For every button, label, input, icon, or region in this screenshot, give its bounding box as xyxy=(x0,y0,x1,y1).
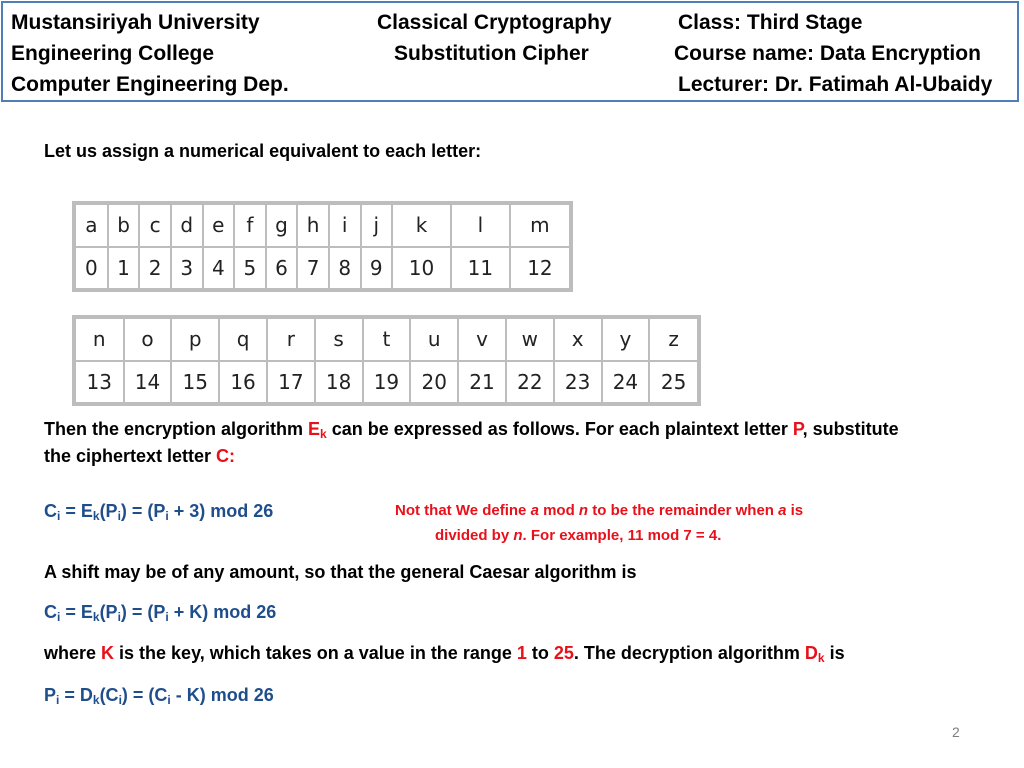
letter-cell: i xyxy=(329,203,361,247)
numbers-row xyxy=(74,247,571,291)
letter-cell: t xyxy=(363,317,411,361)
letter-cell: j xyxy=(361,203,393,247)
letter-cell: c xyxy=(139,203,171,247)
letter-cell: o xyxy=(124,317,172,361)
number-cell: 6 xyxy=(266,247,298,291)
symbol-E: $E_k$ xyxy=(308,419,327,441)
letter-cell: y xyxy=(602,317,650,361)
letter-cell: e xyxy=(203,203,235,247)
number-cell: 15 xyxy=(171,361,219,405)
letter-cell: r xyxy=(267,317,315,361)
number-cell: 0 xyxy=(74,247,108,291)
number-cell: 7 xyxy=(297,247,329,291)
letter-cell: w xyxy=(506,317,554,361)
number-cell: 19 xyxy=(363,361,411,405)
letter-cell: s xyxy=(315,317,363,361)
header-box xyxy=(1,1,1019,102)
number-cell: 14 xyxy=(124,361,172,405)
letter-cell: v xyxy=(458,317,506,361)
number-cell: 5 xyxy=(234,247,266,291)
number-cell: 13 xyxy=(74,361,124,405)
symbol-C: C: xyxy=(216,446,236,466)
modulo-note-line2: divided by n. For example, 11 mod 7 = 4. xyxy=(435,527,722,544)
header-course: Course name: Data Encryption xyxy=(674,42,981,65)
modulo-note-line1: Not that We define a mod n to be the remainder when a is xyxy=(395,502,804,519)
key-range-text: where K is the key, which takes on a value in the range 1 to 25. The decryption algorithm $D_k$ is xyxy=(44,643,845,665)
letter-cell: n xyxy=(74,317,124,361)
header-university: Mustansiriyah University xyxy=(11,11,260,34)
letter-cell: a xyxy=(74,203,108,247)
header-lecturer: Lecturer: Dr. Fatimah Al-Ubaidy xyxy=(678,73,993,96)
number-cell: 16 xyxy=(219,361,267,405)
encryption-paragraph-line1: Then the encryption algorithm $E_k$ can be expressed as follows. For each plaintext letter P, substitute xyxy=(44,419,899,441)
letter-cell: b xyxy=(108,203,140,247)
number-cell: 9 xyxy=(361,247,393,291)
letter-cell: z xyxy=(649,317,699,361)
number-cell: 3 xyxy=(171,247,203,291)
number-cell: 25 xyxy=(649,361,699,405)
intro-text: Let us assign a numerical equivalent to each letter: xyxy=(44,141,482,161)
number-cell: 23 xyxy=(554,361,602,405)
letter-cell: g xyxy=(266,203,298,247)
letter-cell: h xyxy=(297,203,329,247)
header-college: Engineering College xyxy=(11,42,215,65)
numbers-row xyxy=(74,361,699,405)
letter-cell: x xyxy=(554,317,602,361)
number-cell: 8 xyxy=(329,247,361,291)
number-cell: 24 xyxy=(602,361,650,405)
letter-cell: m xyxy=(510,203,571,247)
letters-row xyxy=(74,317,699,361)
encryption-paragraph-line2: the ciphertext letter C: xyxy=(44,446,236,466)
number-cell: 1 xyxy=(108,247,140,291)
letter-cell: f xyxy=(234,203,266,247)
letter-cell: p xyxy=(171,317,219,361)
number-cell: 2 xyxy=(139,247,171,291)
number-cell: 22 xyxy=(506,361,554,405)
header-topic: Classical Cryptography xyxy=(377,11,612,34)
caesar-formula: $C_i = E_k(P_i) = (P_i + K)$ mod 26 xyxy=(44,602,277,624)
encryption-formula: $C_i = E_k(P_i) = (P_i + 3)$ mod 26 xyxy=(44,501,274,523)
shift-text: A shift may be of any amount, so that the general Caesar algorithm is xyxy=(44,562,637,582)
header-class: Class: Third Stage xyxy=(678,11,863,34)
number-cell: 12 xyxy=(510,247,571,291)
number-cell: 18 xyxy=(315,361,363,405)
letter-cell: k xyxy=(392,203,451,247)
letter-cell: q xyxy=(219,317,267,361)
header-subtopic: Substitution Cipher xyxy=(394,42,589,65)
header-department: Computer Engineering Dep. xyxy=(11,73,289,96)
page-number: 2 xyxy=(952,724,960,740)
letter-cell: d xyxy=(171,203,203,247)
symbol-P: P xyxy=(792,419,803,439)
letters-row xyxy=(74,203,571,247)
number-cell: 20 xyxy=(410,361,458,405)
decryption-formula: $P_i = D_k(C_i) = (C_i - K)$ mod 26 xyxy=(44,685,274,707)
number-cell: 11 xyxy=(451,247,510,291)
number-cell: 10 xyxy=(392,247,451,291)
number-cell: 17 xyxy=(267,361,315,405)
number-cell: 21 xyxy=(458,361,506,405)
letter-table-2 xyxy=(72,315,701,406)
letter-cell: u xyxy=(410,317,458,361)
letter-cell: l xyxy=(451,203,510,247)
number-cell: 4 xyxy=(203,247,235,291)
letter-table-1 xyxy=(72,201,573,292)
